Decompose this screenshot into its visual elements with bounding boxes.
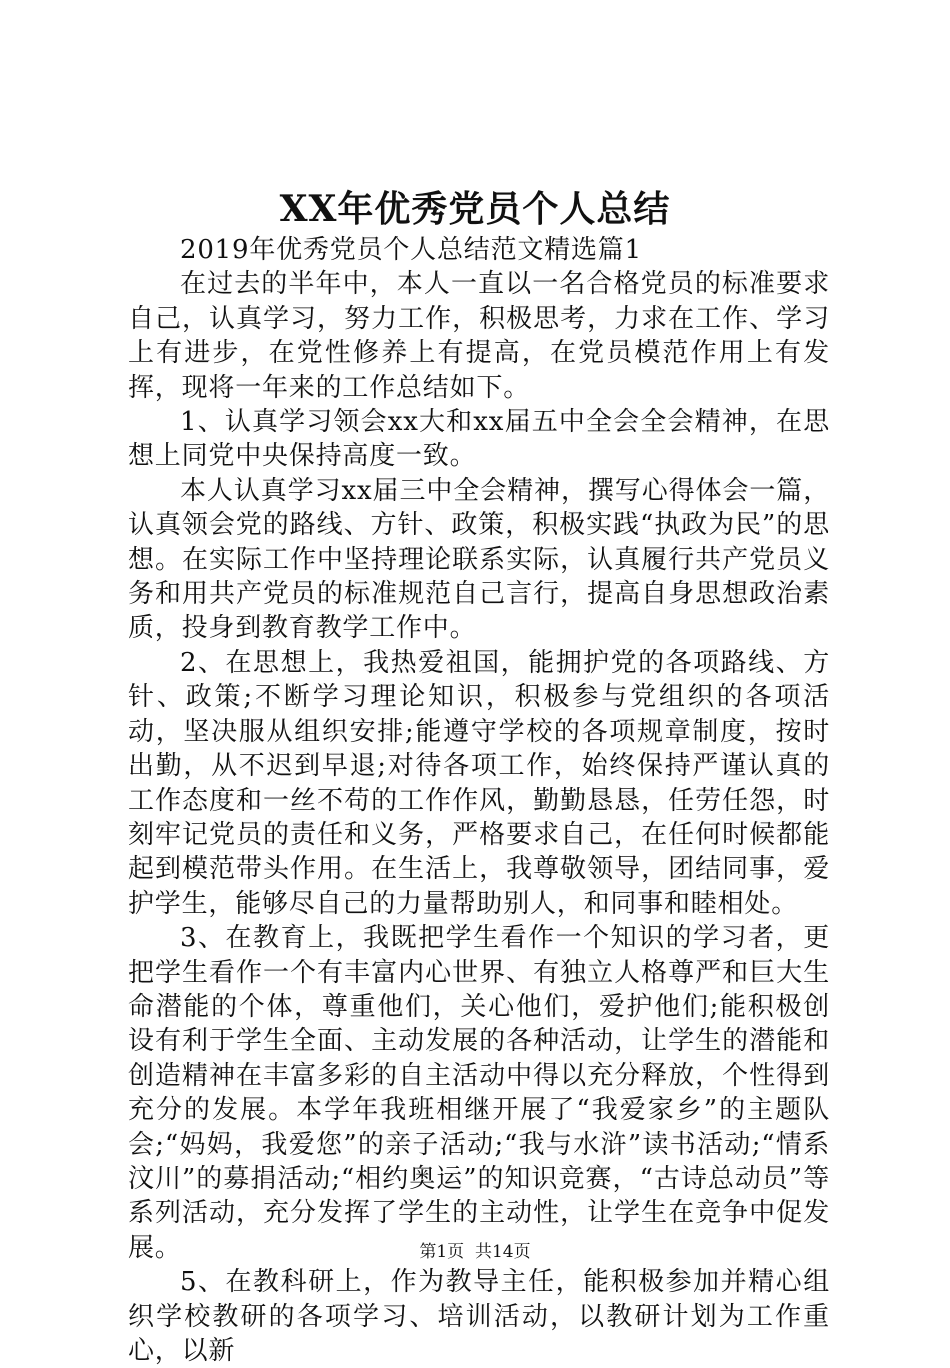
page-number-label: 第1页 共14页 xyxy=(419,1242,531,1262)
document-title: XX年优秀党员个人总结 xyxy=(279,188,671,230)
body-paragraph: 3、在教育上，我既把学生看作一个知识的学习者，更把学生看作一个有丰富内心世界、有独立人格尊严和巨大生命潜能的个体，尊重他们，关心他们，爱护他们;能积极创设有利于学生全面、主动发展的各种活动，让学生的潜能和创造精神在丰富多彩的自主活动中得以充分释放，个性得到充分的发展。本学年我班相继开展了“我爱家乡”的主题队会;“妈妈，我爱您”的亲子活动;“我与水浒”读书活动;“情系汶川”的募捐活动;“相约奥运”的知识竞赛，“古诗总动员”等系列活动，充分发挥了学生的主动性，让学生在竞争中促发展。 xyxy=(128,923,830,1263)
body-paragraph: 本人认真学习xx届三中全会精神，撰写心得体会一篇，认真领会党的路线、方针、政策，积极实践“执政为民”的思想。在实际工作中坚持理论联系实际，认真履行共产党员义务和用共产党员的标准规范自己言行，提高自身思想政治素质，投身到教育教学工作中。 xyxy=(128,475,830,644)
body-paragraph: 1、认真学习领会xx大和xx届五中全会全会精神，在思想上同党中央保持高度一致。 xyxy=(128,407,830,472)
body-paragraph: 在过去的半年中，本人一直以一名合格党员的标准要求自己，认真学习，努力工作，积极思考，力求在工作、学习上有进步，在党性修养上有提高，在党员模范作用上有发挥，现将一年来的工作总结如下。 xyxy=(128,269,830,403)
body-paragraph: 5、在教科研上，作为教导主任，能积极参加并精心组织学校教研的各项学习、培训活动，以教研计划为工作重心，以新 xyxy=(128,1267,830,1366)
body-paragraph: 2、在思想上，我热爱祖国，能拥护党的各项路线、方针、政策;不断学习理论知识，积极参与党组织的各项活动，坚决服从组织安排;能遵守学校的各项规章制度，按时出勤，从不迟到早退;对待各项工作，始终保持严谨认真的工作态度和一丝不苟的工作作风，勤勤恳恳，任劳任怨，时刻牢记党员的责任和义务，严格要求自己，在任何时候都能起到模范带头作用。在生活上，我尊敬领导，团结同事，爱护学生，能够尽自己的力量帮助别人，和同事和睦相处。 xyxy=(128,647,830,919)
page-footer xyxy=(0,1240,950,1264)
document-body xyxy=(128,233,830,1368)
subtitle-paragraph: 2019年优秀党员个人总结范文精选篇1 xyxy=(180,235,642,265)
